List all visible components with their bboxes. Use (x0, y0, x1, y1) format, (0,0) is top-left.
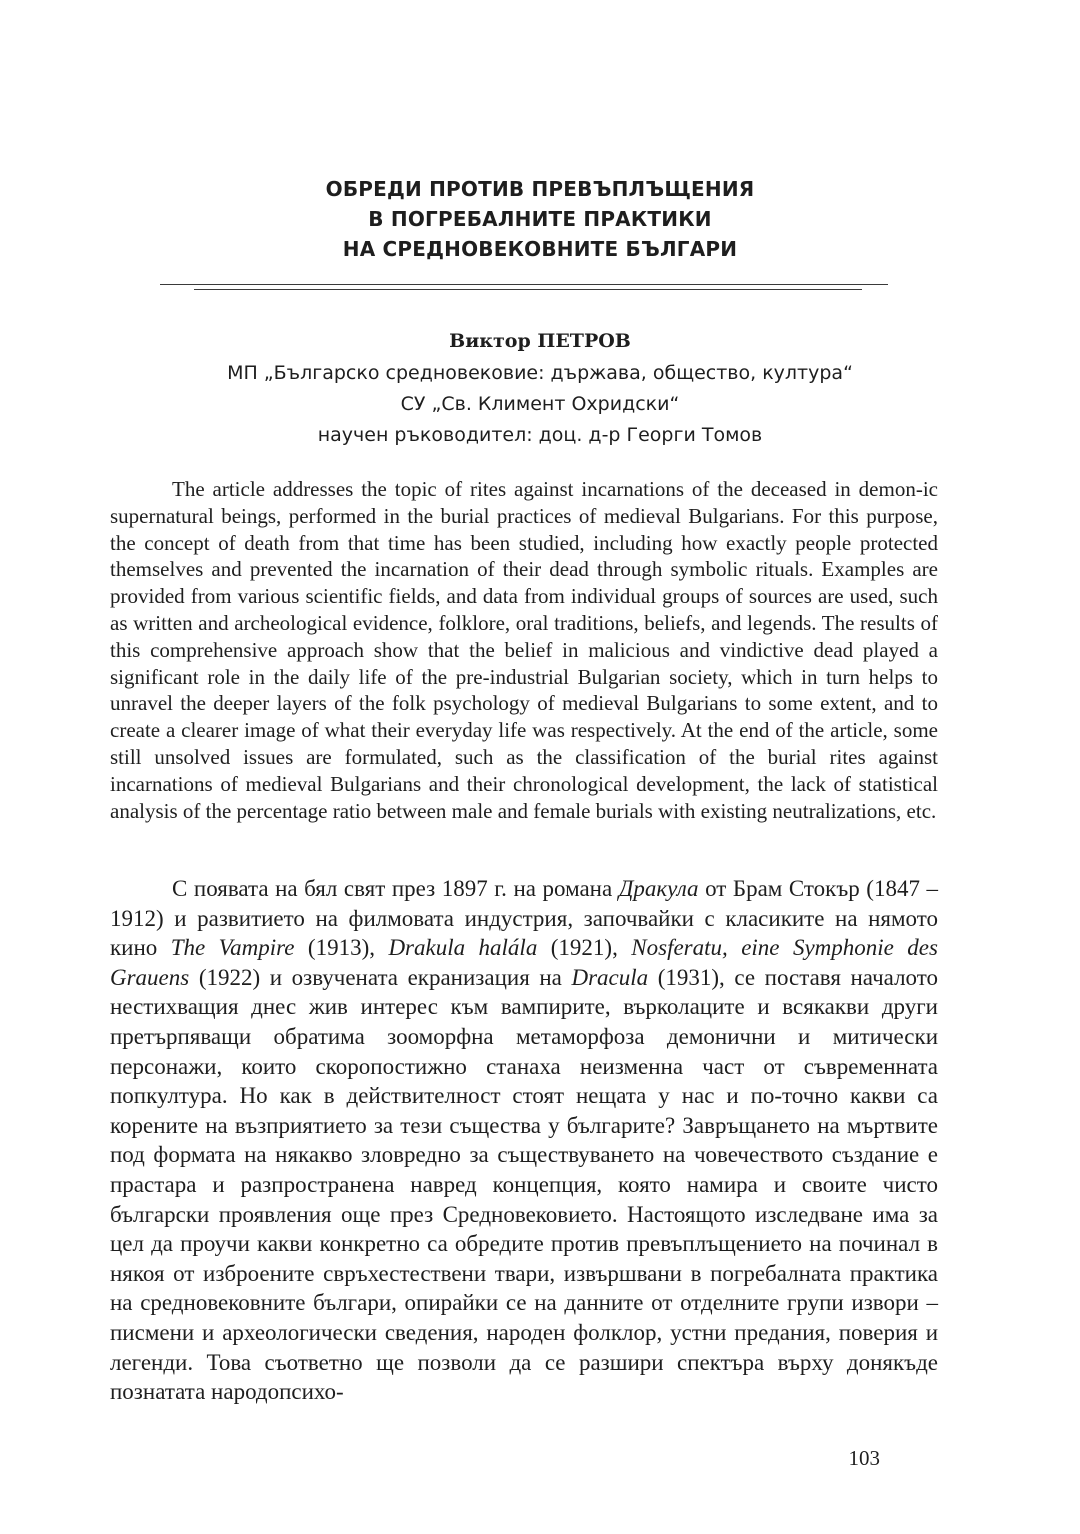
film-title-3: Nosferatu, eine Symphonie des Grauens (110, 935, 938, 990)
author-name: Виктор ПЕТРОВ (449, 330, 631, 352)
film-title-4: Dracula (571, 964, 649, 990)
affiliation-program: МП „Българско средновековие: държава, общество, култура“ (227, 362, 853, 384)
page-number: 103 (848, 1446, 880, 1470)
title-line-3: НА СРЕДНОВЕКОВНИТЕ БЪЛГАРИ (342, 237, 738, 261)
film-title-1: The Vampire (170, 935, 295, 961)
author-affiliation (0, 358, 1080, 451)
title-divider-bottom (194, 289, 862, 290)
body-text-4: (1921), (537, 935, 632, 961)
body-text-5: (1922) и озвучената екранизация на (189, 964, 572, 990)
body-text-3: (1913), (294, 935, 389, 961)
body-text-1: С появата на бял свят през 1897 г. на романа (172, 876, 619, 901)
body-paragraph (110, 874, 938, 1407)
title-divider-top (160, 284, 888, 285)
film-title-2: Drakula halála (388, 935, 538, 961)
title-line-1: ОБРЕДИ ПРОТИВ ПРЕВЪПЛЪЩЕНИЯ (325, 177, 755, 201)
affiliation-university: СУ „Св. Климент Охридски“ (400, 393, 680, 415)
affiliation-supervisor: научен ръководител: доц. д-р Георги Томов (317, 424, 763, 446)
abstract: The article addresses the topic of rites against incarnations of the deceased in demon-ic supernatural beings, performed in the burial practices of medieval Bulgarians. For this purpose, the concept of death from that time has been studied, including how exactly people protected themselves and prevented the incarnation of their dead through symbolic rituals. Examples are provided from various scientific fields, and data from individual groups of sources are used, such as written and archeological evidence, folklore, oral traditions, beliefs, and legends. The results of this comprehensive approach show that the belief in malicious and vindictive dead played a significant role in the daily life of the pre-industrial Bulgarian society, which in turn helps to unravel the deeper layers of the folk psychology of medieval Bulgarians to some extent, and to create a clearer image of what their everyday life was respectively. At the end of the article, some still unsolved issues are formulated, such as the classification of the burial rites against incarnations of medieval Bulgarians and their chronological development, the lack of statistical analysis of the percentage ratio between male and female burials with existing neutralizations, etc. (110, 477, 938, 823)
body-text-6: (1931), се поставя началото нестихващия днес жив интерес към вампирите, върколаците и всякакви други претърпяващи обратима зооморфна метаморфоза демонични и митически персонажи, които скоропостижно станаха неизменна част от съвременната попкултура. Но как в действителност стоят нещата у нас и по-точно какви са корените на възприятието за тези същества у българите? Завръщането на мъртвите под формата на някакво зловредно за съществуването на човечеството създание е прастара и разпространена навред концепция, която намира и своите чисто български проявления още през Средновековието. Настоящото изследване има за цел да проучи какви конкретно са обредите против превъплъщението на починал в някоя от изброените свръхестествени твари, извършвани в погребалната практика на средновековните българи, опирайки се на данните от отделните групи извори – писмени и археологически сведения, народен фолклор, устни предания, поверия и легенди. Това съответно ще позволи да се разшири спектъра върху донякъде познатата народопсихо- (110, 964, 938, 1405)
body-text-2: от Брам Стокър (1847 – 1912) и развитието на филмовата индустрия, започвайки с класиките на нямото кино (110, 876, 938, 961)
title-line-2: В ПОГРЕБАЛНИТЕ ПРАКТИКИ (368, 207, 712, 231)
article-title (0, 174, 1080, 264)
novel-title: Дракула (618, 876, 699, 901)
